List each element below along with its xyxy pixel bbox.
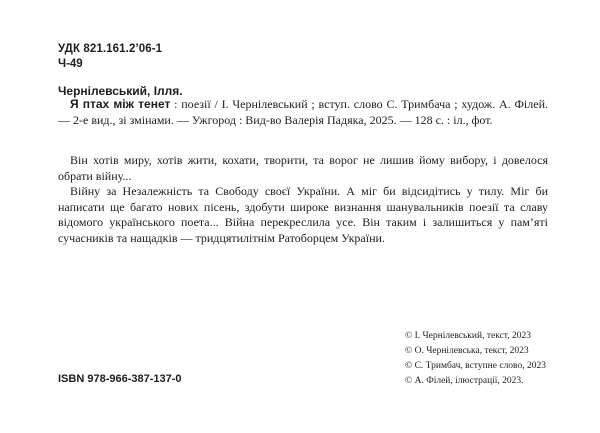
author-sign: Ч-49	[58, 58, 83, 70]
copyright-line: © С. Тримбач, вступне слово, 2023	[405, 361, 546, 371]
author-heading: Чернілевський, Ілля.	[58, 84, 183, 98]
copyright-line: © О. Чернілевська, текст, 2023	[405, 346, 529, 356]
isbn: ISBN 978-966-387-137-0	[58, 373, 182, 385]
book-title: Я птах між тенет	[70, 97, 171, 111]
udk-code: УДК 821.161.2’06-1	[58, 43, 163, 55]
annotation	[58, 153, 548, 246]
annotation-paragraph: Війну за Незалежність та Свободу своєї України. А міг би відсидітись у тилу. Міг би написати ще багато нових пісень, здобути широке визнання шанувальників поезії та славу відомого українського поета... Війна перекреслила усе. Він таким і залишиться у пам’яті сучасників та нащадків — тридцятилітнім Ратоборцем України.	[58, 184, 548, 245]
copyright-line: © І. Чернілевський, текст, 2023	[405, 331, 531, 341]
copyright-line: © А. Філей, ілюстрації, 2023.	[405, 376, 524, 386]
copyright-notices	[405, 329, 546, 389]
annotation-paragraph: Він хотів миру, хотів жити, кохати, творити, та ворог не лишив йому вибору, і довелося обрати війну...	[58, 153, 548, 183]
bibliographic-details: : поезії / І. Чернілевський ; вступ. слово С. Тримбача ; худож. А. Філей. — 2-е вид., зі змінами. — Ужгород : Вид-во Валерія Падяка, 2025. — 128 с. : іл., фот.	[58, 97, 548, 127]
bibliographic-description	[58, 97, 548, 128]
